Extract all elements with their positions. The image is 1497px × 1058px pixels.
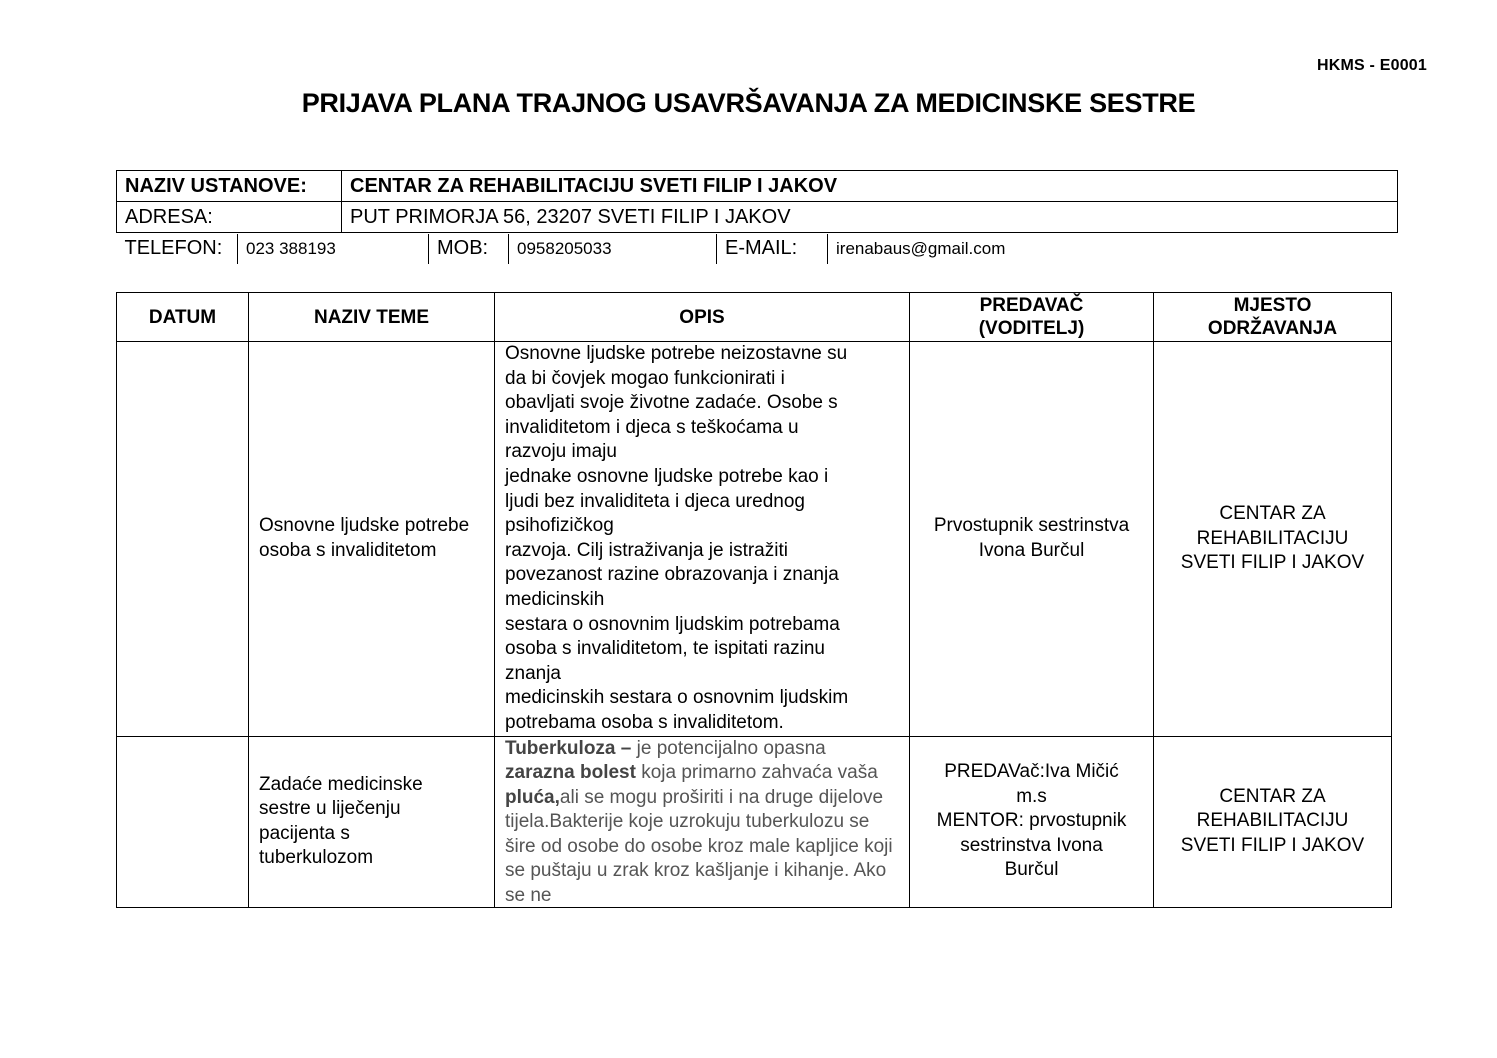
- table-row: [117, 736, 1392, 907]
- description-line: razvoju imaju: [505, 441, 617, 463]
- table-header-row: [117, 293, 1392, 342]
- row-date: [117, 342, 249, 737]
- header-location: MJESTO ODRŽAVANJA: [1154, 293, 1392, 342]
- header-date: DATUM: [117, 293, 249, 342]
- form-code: HKMS - E0001: [1317, 57, 1427, 74]
- description-line: jednake osnovne ljudske potrebe kao i: [505, 465, 829, 487]
- contact-row: [117, 233, 1398, 265]
- description-line: medicinskih: [505, 588, 605, 610]
- description-line: potrebama osoba s invaliditetom.: [505, 711, 784, 733]
- phone-label: TELEFON:: [117, 234, 238, 264]
- row-date: [117, 736, 249, 907]
- header-topic: NAZIV TEME: [249, 293, 495, 342]
- row-location: CENTAR ZA REHABILITACIJU SVETI FILIP I JAKOV: [1154, 736, 1392, 907]
- row-topic: Zadaće medicinske sestre u liječenju pacijenta s tuberkulozom: [249, 736, 495, 907]
- row-description: [495, 342, 910, 737]
- description-line: ljudi bez invaliditeta i djeca urednog: [505, 490, 805, 512]
- address-row: [117, 202, 1398, 233]
- institution-name-label: NAZIV USTANOVE:: [117, 171, 342, 202]
- description-line: povezanost razine obrazovanja i znanja: [505, 564, 839, 586]
- row-lecturer: Prvostupnik sestrinstva Ivona Burčul: [910, 342, 1154, 737]
- description-line: da bi čovjek mogao funkcionirati i: [505, 367, 785, 389]
- header-description: OPIS: [495, 293, 910, 342]
- row-lecturer: PREDAVač:Iva Mičić m.s MENTOR: prvostupnik sestrinstva Ivona Burčul: [910, 736, 1154, 907]
- institution-name-row: [117, 171, 1398, 202]
- description-line: invaliditetom i djeca s teškoćama u: [505, 416, 799, 438]
- page-title: PRIJAVA PLANA TRAJNOG USAVRŠAVANJA ZA MEDICINSKE SESTRE: [301, 88, 1196, 118]
- description-line: psihofizičkog: [505, 515, 614, 537]
- address-value: PUT PRIMORJA 56, 23207 SVETI FILIP I JAKOV: [342, 202, 1398, 233]
- header-lecturer: PREDAVAČ (VODITELJ): [910, 293, 1154, 342]
- mobile-label: MOB:: [429, 234, 509, 264]
- email-value: irenabaus@gmail.com: [828, 234, 1398, 264]
- description-line: medicinskih sestara o osnovnim ljudskim: [505, 687, 849, 709]
- education-plan-table: [116, 292, 1392, 908]
- description-line: Osnovne ljudske potrebe neizostavne su: [505, 343, 848, 364]
- table-row: [117, 342, 1392, 737]
- description-line: obavljati svoje životne zadaće. Osobe s: [505, 392, 838, 414]
- email-label: E-MAIL:: [717, 234, 828, 264]
- description-text: Tuberkuloza – je potencijalno opasna zarazna bolest koja primarno zahvaća vaša pluća,ali se mogu proširiti i na druge dijelove tijela.Bakterije koje uzrokuju tuberkulozu se šire od osobe do osobe kroz male kapljice koji se puštaju u zrak kroz kašljanje i kihanje. Ako se ne: [505, 737, 893, 905]
- address-label: ADRESA:: [117, 202, 342, 233]
- institution-info-table: [116, 170, 1398, 264]
- row-description: [495, 736, 910, 907]
- description-line: razvoja. Cilj istraživanja je istražiti: [505, 539, 788, 561]
- row-location: CENTAR ZA REHABILITACIJU SVETI FILIP I JAKOV: [1154, 342, 1392, 737]
- institution-name-value: CENTAR ZA REHABILITACIJU SVETI FILIP I JAKOV: [342, 171, 1398, 202]
- description-line: znanja: [505, 662, 561, 684]
- row-topic: Osnovne ljudske potrebe osoba s invaliditetom: [249, 342, 495, 737]
- description-line: osoba s invaliditetom, te ispitati razinu: [505, 638, 825, 660]
- mobile-value: 0958205033: [509, 234, 717, 264]
- description-line: sestara o osnovnim ljudskim potrebama: [505, 613, 840, 635]
- phone-value: 023 388193: [238, 234, 429, 264]
